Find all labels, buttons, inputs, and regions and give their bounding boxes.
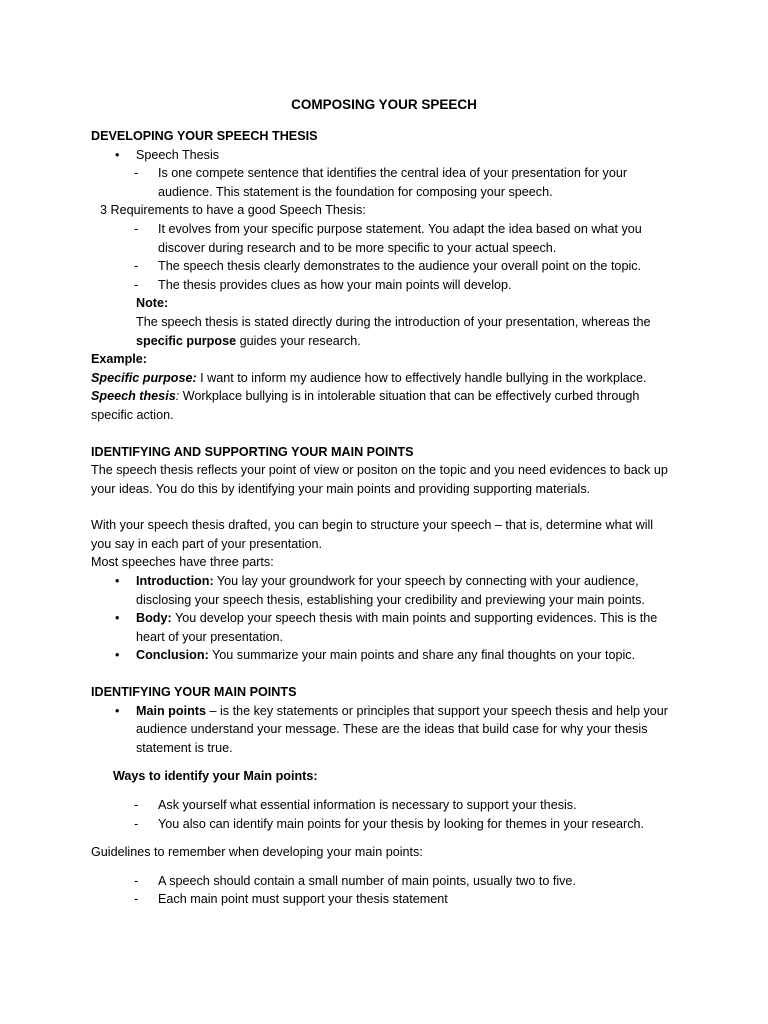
list-item-continuation: statement is true. bbox=[136, 740, 233, 755]
list-item: - It evolves from your specific purpose statement. You adapt the idea based on what you bbox=[91, 220, 691, 239]
list-item: - Ask yourself what essential information is necessary to support your thesis. bbox=[91, 796, 691, 815]
list-item: - A speech should contain a small number of main points, usually two to five. bbox=[91, 872, 691, 891]
list-item: • Speech Thesis bbox=[91, 146, 691, 165]
list-item: - Each main point must support your thesis statement bbox=[91, 890, 691, 909]
list-item: - The speech thesis clearly demonstrates to the audience your overall point on the topic. bbox=[91, 257, 691, 276]
list-item: • Introduction: You lay your groundwork for your speech by connecting with your audience, bbox=[91, 572, 691, 591]
bullet-icon: • bbox=[115, 147, 120, 162]
list-item-continuation: audience understand your message. These are the ideas that build case for why your thesis bbox=[136, 722, 648, 737]
dash-marker: - bbox=[134, 873, 139, 888]
note-text: specific purpose guides your research. bbox=[136, 333, 361, 348]
list-item: • Body: You develop your speech thesis with main points and supporting evidences. This is the bbox=[91, 609, 691, 628]
list-item: - The thesis provides clues as how your main points will develop. bbox=[91, 276, 691, 295]
paragraph-text: your ideas. You do this by identifying your main points and providing supporting materials. bbox=[91, 481, 591, 496]
list-item-continuation: discover during research and to be more specific to your actual speech. bbox=[158, 240, 557, 255]
dash-marker: - bbox=[134, 816, 139, 831]
dash-marker: - bbox=[134, 259, 139, 274]
section-heading-thesis: DEVELOPING YOUR SPEECH THESIS bbox=[91, 129, 318, 143]
bullet-icon: • bbox=[115, 648, 120, 663]
list-item: - You also can identify main points for your thesis by looking for themes in your research. bbox=[91, 815, 691, 834]
list-item-continuation: disclosing your speech thesis, establishing your credibility and previewing your main points. bbox=[136, 592, 645, 607]
list-item: • Main points – is the key statements or principles that support your speech thesis and help your bbox=[91, 702, 691, 721]
note-text: The speech thesis is stated directly during the introduction of your presentation, whereas the bbox=[136, 314, 651, 329]
paragraph-text: Most speeches have three parts: bbox=[91, 555, 274, 570]
dash-marker: - bbox=[134, 277, 139, 292]
example-speech-thesis-continuation: specific action. bbox=[91, 407, 174, 422]
guidelines-heading: Guidelines to remember when developing your main points: bbox=[91, 845, 423, 860]
example-label: Example: bbox=[91, 352, 147, 367]
list-item-continuation: heart of your presentation. bbox=[136, 629, 284, 644]
list-item: • Conclusion: You summarize your main points and share any final thoughts on your topic. bbox=[91, 646, 691, 665]
list-item: - Is one compete sentence that identifies the central idea of your presentation for your bbox=[91, 164, 691, 183]
requirements-heading: 3 Requirements to have a good Speech Thesis: bbox=[100, 203, 366, 218]
document-title: COMPOSING YOUR SPEECH bbox=[291, 97, 477, 112]
bullet-icon: • bbox=[115, 611, 120, 626]
dash-marker: - bbox=[134, 221, 139, 236]
document-body bbox=[91, 127, 691, 909]
bullet-icon: • bbox=[115, 574, 120, 589]
paragraph-text: The speech thesis reflects your point of view or positon on the topic and you need evidences to back up bbox=[91, 463, 668, 478]
dash-marker: - bbox=[134, 892, 139, 907]
section-heading-main-points: IDENTIFYING YOUR MAIN POINTS bbox=[91, 685, 297, 700]
paragraph-text: With your speech thesis drafted, you can begin to structure your speech – that is, determine what will bbox=[91, 518, 654, 533]
paragraph-text: you say in each part of your presentation. bbox=[91, 536, 323, 551]
example-speech-thesis: Speech thesis: Workplace bullying is in intolerable situation that can be effectively curbed through bbox=[91, 389, 640, 404]
section-heading-main-points-support: IDENTIFYING AND SUPPORTING YOUR MAIN POINTS bbox=[91, 444, 414, 459]
dash-marker: - bbox=[134, 166, 139, 181]
example-specific-purpose: Specific purpose: I want to inform my audience how to effectively handle bullying in the workplace. bbox=[91, 370, 647, 385]
note-label: Note: bbox=[136, 296, 169, 311]
ways-heading: Ways to identify your Main points: bbox=[113, 769, 318, 784]
list-item-continuation: audience. This statement is the foundation for composing your speech. bbox=[158, 184, 553, 199]
bullet-icon: • bbox=[115, 703, 120, 718]
dash-marker: - bbox=[134, 798, 139, 812]
